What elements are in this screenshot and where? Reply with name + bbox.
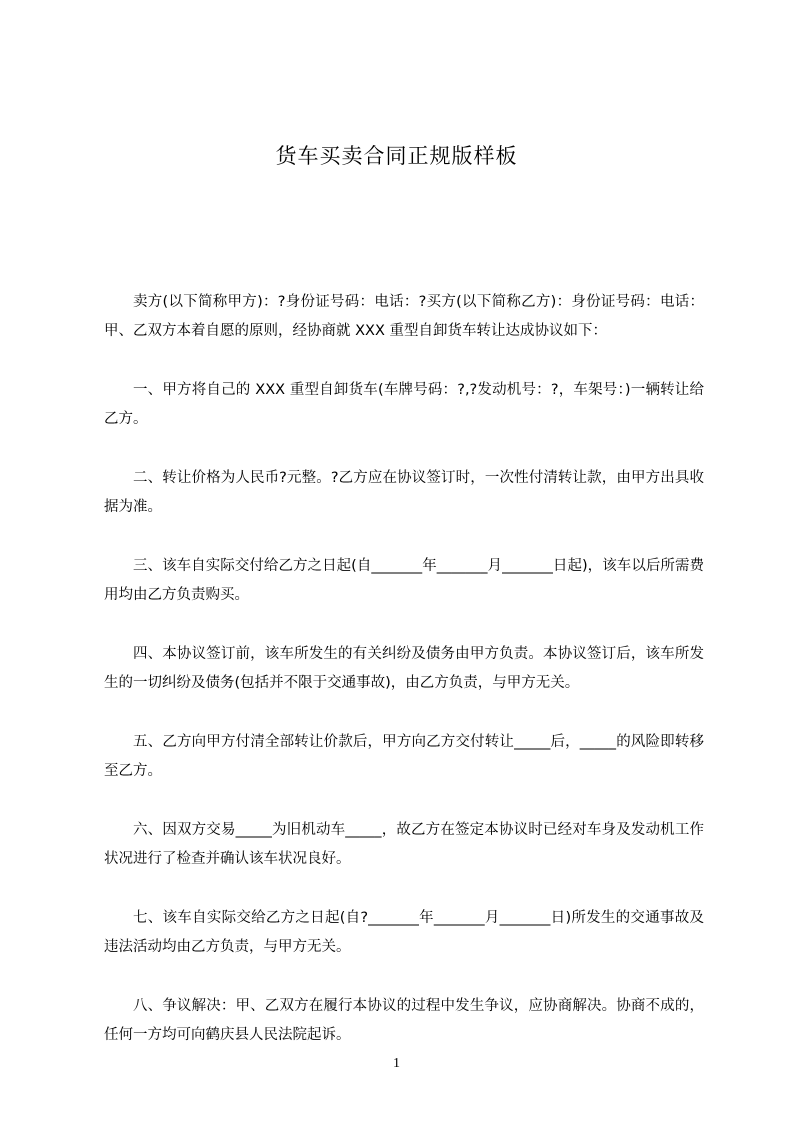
paragraph-clause-4: 四、本协议签订前，该车所发生的有关纠纷及债务由甲方负责。本协议签订后，该车所发生的一切纠纷及债务(包括并不限于交通事故)，由乙方负责，与甲方无关。 [104, 646, 704, 691]
document-title: 货车买卖合同正规版样板 [275, 144, 518, 168]
page-number: 1 [393, 1056, 400, 1071]
paragraph-clause-3: 三、该车自实际交付给乙方之日起(自_______年_______月_______日起)，该车以后所需费用均由乙方负责购买。 [104, 558, 704, 603]
paragraph-parties: 卖方(以下简称甲方)：?身份证号码：电话：?买方(以下简称乙方)：身份证号码：电话：甲、乙双方本着自愿的原则，经协商就 XXX 重型自卸货车转让达成协议如下： [104, 294, 704, 339]
paragraph-clause-5: 五、乙方向甲方付清全部转让价款后，甲方向乙方交付转让_____后，_____的风险即转移至乙方。 [104, 734, 704, 779]
paragraph-clause-7: 七、该车自实际交给乙方之日起(自?_______年_______月_______日)所发生的交通事故及违法活动均由乙方负责，与甲方无关。 [104, 910, 704, 955]
paragraph-clause-1: 一、甲方将自己的 XXX 重型自卸货车(车牌号码：?,?发动机号：?，车架号：)一辆转让给乙方。 [104, 382, 704, 427]
contract-body [104, 288, 704, 1080]
paragraph-clause-8: 八、争议解决：甲、乙双方在履行本协议的过程中发生争议，应协商解决。协商不成的，任何一方均可向鹤庆县人民法院起诉。 [104, 998, 704, 1043]
paragraph-clause-6: 六、因双方交易_____为旧机动车_____，故乙方在签定本协议时已经对车身及发动机工作状况进行了检查并确认该车状况良好。 [104, 822, 704, 867]
paragraph-clause-2: 二、转让价格为人民币?元整。?乙方应在协议签订时，一次性付清转让款，由甲方出具收据为准。 [104, 470, 704, 515]
